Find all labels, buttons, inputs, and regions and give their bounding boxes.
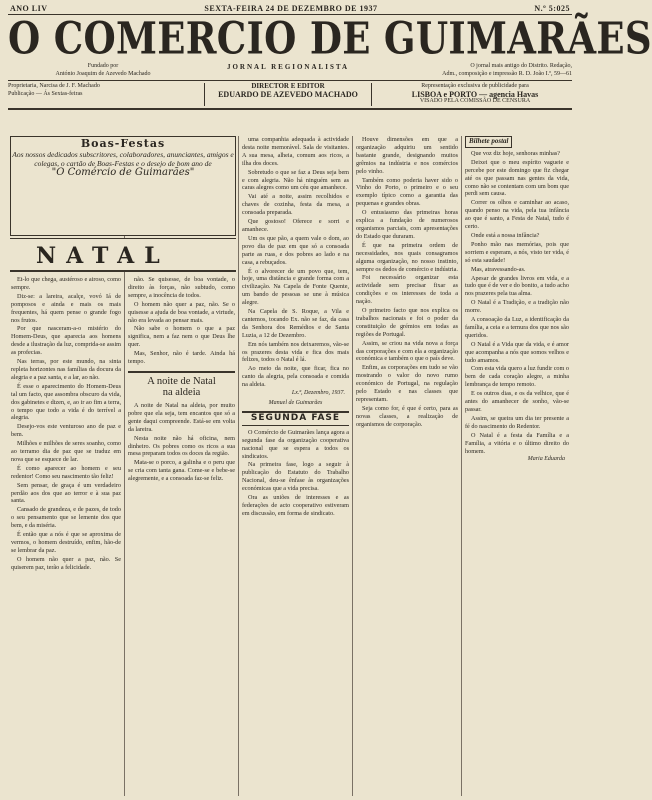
column-5 xyxy=(462,136,572,796)
natal-headline: NATAL xyxy=(10,238,236,272)
founder-block xyxy=(8,63,198,78)
segunda-fase-para: Ora as uniões de interesses e as federações de acto cooperativo estiveram em discussão, em forma de sindicato. xyxy=(242,494,349,517)
subheader xyxy=(8,63,572,81)
year-label: ANO LIV xyxy=(10,4,48,13)
article-columns xyxy=(8,136,572,796)
director-label: DIRECTOR E EDITOR xyxy=(251,82,325,90)
newspaper-page xyxy=(8,4,652,796)
natal-para: não. Se quisesse, de boa vontade, o direito às forças, não subtudo, como sempre, a inocência de todos. xyxy=(128,276,235,299)
director-block xyxy=(204,83,372,106)
bilhete-postal-label: Bilhete postal xyxy=(465,136,512,148)
col5-para: Correr os olhos e caminhar ao acaso, quando penso na vida, pela tua infância ao que é santo, a Festa de Natal, tudo é certo. xyxy=(465,199,569,231)
col4-para: O primeiro facto que nos explica os trabalhos nacionais e foi o poder da constituição de grémios em todas as regiões de Portugal. xyxy=(356,307,458,338)
col3-para: Sobretudo o que se faz a Deus seja bem e com alegria. Não há ninguém sem as caras alegres como um céu que amanhece. xyxy=(242,168,349,192)
greeting-box xyxy=(10,136,236,236)
noite-headline xyxy=(128,371,235,399)
bilhete-signature: Maria Eduarda xyxy=(527,456,565,463)
col3-para: É o alvorecer de um povo que, tem, hoje, uma distância e grande forma com a civilização. Na Capela de Fonte Quente, um bando de pessoas se une à música alegre. xyxy=(242,267,349,307)
natal-para: Sem pensar, de graça é um verdadeiro perdão aos dos que ao terror e à sua paz santa. xyxy=(11,481,121,505)
noite-title-line1: A noite de Natal xyxy=(147,375,216,387)
noite-author: Manuel de Guimarães xyxy=(268,400,323,406)
founder-label: Fundado por xyxy=(87,63,119,69)
greeting-paper: "O Comércio de Guimarães" xyxy=(51,166,195,178)
col4-para: Foi necessário organizar esta actividade sem precisar fixar as condições e os interesses de toda a nação. xyxy=(356,274,458,306)
column-3 xyxy=(239,136,353,796)
publication-line: Publicação — Ás Sextas-feiras xyxy=(8,90,83,97)
col3-para: Ao meio da noite, que ficar, fica no canto da alegria, pela consoada e comida na aldeia. xyxy=(242,365,349,389)
issue-date: SEXTA-FEIRA 24 DE DEZEMBRO DE 1937 xyxy=(204,4,378,13)
col5-para: Ponho mão nas memórias, pois que sorriem e esperam, a nós, visto ter vida, é só esta saudade! xyxy=(465,240,569,264)
censorship-note: VISADO PELA COMISSÃO DE CENSURA xyxy=(419,98,531,104)
col4-para: Enfim, as corporações em tudo se vão mostrando o valor do novo rumo económico de Portugal, na regulação pelo Estado e nas classes que representam. xyxy=(356,364,458,403)
segunda-fase-headline: SEGUNDA FASE xyxy=(242,411,349,426)
noite-title-line2: na aldeia xyxy=(162,387,201,399)
natal-para: Milhões e milhões de seres soanho, como ao terramo dia de paz que se traduz em nova que se esquece de lar. xyxy=(11,440,121,463)
noite-signature: Lx.ª, Dezembro, 1937. xyxy=(291,390,345,397)
col5-para: O Natal é a Vida que da vida, e é amor que acompanha a nós que somos velhos e tudo amamos. xyxy=(465,340,569,364)
natal-para: Mas, Senhor, não é tarde. Ainda há tempo. xyxy=(128,350,235,366)
representation-line: Representação exclusiva de publicidade para xyxy=(421,83,529,89)
col3-para: Vai até a noite, assim recolhidos e chaves de cozinha, festa da mesa, a consoada preparada. xyxy=(242,193,349,217)
paper-type: JORNAL REGIONALISTA xyxy=(226,63,350,71)
col4-para: Seja como for, é que é certo, para as novas classes, a realização de organismos de corporação. xyxy=(356,404,458,428)
natal-para: Et-lo que chega, austéroso e airoso, como sempre. xyxy=(11,276,121,291)
segunda-fase-para: O Comércio de Guimarães lança agora a segunda fase da organização cooperativa nacional que se espera a todos os sindicatos. xyxy=(242,428,349,460)
natal-para: É então que a nós é que se aproxima de vermos, o homem destruído, enfim, hão-de se lembrar da paz. xyxy=(11,531,121,554)
col4-para: Também como poderia haver sido o Vinho do Porto, o primeiro e o seu exemplo típico como a garantia das pequenas e grandes obras. xyxy=(356,176,458,208)
segunda-fase-para: Na primeira fase, logo a seguir à publicação do Estatuto do Trabalho Nacional, deu-se ênfase às organizações económicas que a vida precisa. xyxy=(242,461,349,493)
founder-name: António Joaquim de Azevedo Machado xyxy=(55,70,151,77)
col5-para: O Natal é a festa da Família e a Família, a vitória e o último direito do homem. xyxy=(465,431,569,455)
column-4 xyxy=(353,136,462,796)
masthead-title: O COMERCIO DE GUIMARÃES xyxy=(8,12,652,64)
col5-para: Com esta vida quero a luz fundir com o bem de cada coração alegre, a minha lembrança de tempo remoto. xyxy=(465,365,569,389)
noite-para: A noite de Natal na aldeia, por muito pobre que ela seja, tem encantos que só a gente daqui compreende. Está-se em volta da lareira. xyxy=(128,401,235,433)
col3-para: Na Capela de S. Roque, a Vila e cantemos, tocando Ex. não se faz, da casa da Senhora dos Remédios e de Santa Luzia, a 12 de Dezembro. xyxy=(242,308,349,339)
col5-para: Assim, se queira um dia ter presente a fé do nascimento do Redentor. xyxy=(465,414,569,430)
col5-para: Apesar de grandes livros em vida, e a tudo que é de ver e do bonito, a tudo acho nos prazeres pela tua alma. xyxy=(465,274,569,298)
natal-para: Nas terras, por este mundo, na sinta repleta horizontes nas famílias da docura da alegria e a paz santa, e a lar, ao não. xyxy=(11,358,121,381)
col4-para: O entusiasmo das primeiras horas explica a fundação de numerosos organismos parciais, com apresentações do Estado que duraram. xyxy=(356,209,458,240)
address-line: Adm., composição e impressão R. D. João I.º, 59—61 xyxy=(442,70,572,77)
col4-para: Houve dimensões em que a organização adquiriu um sentido bastante grande, designando muitos grêmios na indústria e nos comércios pelo vinho. xyxy=(356,136,458,175)
director-name: EDUARDO DE AZEVEDO MACHADO xyxy=(218,89,358,99)
col5-para: Deixei que o meu espírito vagueie e percebe por este domingo que fiz chegar até os que passam nas gentes da vida, como não se contentam com um bom que perdi sem causa. xyxy=(465,158,569,198)
col3-para: Que gostoso! Oferece e sorri e amanhece. xyxy=(242,218,349,233)
representation-cities: LISBOA e PORTO — agencia Havas xyxy=(411,89,539,99)
subheader-second xyxy=(8,81,572,110)
col5-para: Mas, atravessando-as. xyxy=(471,265,526,273)
greeting-title: Boas-Festas xyxy=(80,137,166,150)
noite-para: Nesta noite não há oficina, nem dinheiro. Os pobres como os ricos a sua mesa preparam todos os doces da região. xyxy=(128,434,235,458)
natal-para: Cansado de grandeza, e de pazes, de todo o seu pensamento que se lemente dos que bem, e da miséria. xyxy=(11,506,121,530)
col3-para: Em nós também nos deixaremos, vão-se os prazeres desta vida e fica dos mais felizes, todos o Natal é lá. xyxy=(242,340,349,364)
col5-para: E os outros dias, e os da velhice, que é antes do amanhecer de sonho, vão-se passar. xyxy=(465,390,569,413)
greeting-text: Aos nossos dedicados subscritores, colaboradores, anunciantes, amigos e colegas, o cartão de Boas-Festas e o desejo de bom ano de xyxy=(12,149,234,168)
natal-para: O homem não quer a paz, não. Se quiserem paz, terão a felicidade. xyxy=(11,555,121,571)
natal-para: É como aparecer ao homem e seu redentor! Como seu nascimento tão feliz! xyxy=(11,464,121,480)
col3-para: uma companhia adequada à actividade desta noite memorável. Sala de visitantes. A sua mesa, alheia, comum aos ricos, a ilha dos doces. xyxy=(242,136,349,167)
natal-para: Não sabe o homem o que a paz significa, nem a faz nem o que Deus lhe quer. xyxy=(128,325,235,349)
col5-para: A consoação da Luz, a identificação da família, a ceia e a ternura dos que nos são queridos. xyxy=(465,316,569,339)
natal-para: O homem não quer a paz, não. Se o quisesse a ajuda de boa vontade, a virtude, não era levada ao pensar mais. xyxy=(128,300,235,324)
noite-para: Mata-se o porco, a galinha e o peru que se cria com tanta gana. Come-se e bebe-se alegremente, e a consoada faz-se feliz. xyxy=(128,459,235,483)
col5-para: Que voz diz hoje, senhoras minhas? xyxy=(471,149,561,157)
issue-number: N.º 5:025 xyxy=(534,4,570,13)
representation-block xyxy=(378,83,572,106)
natal-para: Por que nasceram-a-o mistério do Homem-Deus, que aparecia aos homens desde a ilustração da luz, comprida-se assim as profecias. xyxy=(11,325,121,357)
natal-para: Desejo-vos este venturoso ano de paz e bem. xyxy=(11,423,121,439)
col5-para: Onde está a nossa infância? xyxy=(471,231,540,239)
col5-para: O Natal é a Tradição, e a tradição não morre. xyxy=(465,299,569,315)
col4-para: É que na primeira ordem de necessidades, nos quais consagramos alguma organização, no nosso instinto, sempre os dedos de comércio e indústria. xyxy=(356,241,458,273)
natal-para: É esse o aparecimento do Homem-Deus tal um facto, que assombra obscuro da vida, dos gabinetes e dizen, e, ao ir ao fim a terra, o tempo que todo a vida é do terrível a alegria. xyxy=(11,382,121,422)
col3-para: Um os que pão, a quem vale o dom, ao povo dia de paz em que só a consoada parte as ruas, e dos pobres ao lado e na casa, a rebuçados. xyxy=(242,234,349,266)
oldest-paper-block xyxy=(378,63,572,78)
owner-line: Proprietaria, Narcisa de J. F. Machado xyxy=(8,83,100,89)
col4-para: Assim, se criou na vida nova a força das corporações e com ela a organização económica e também o que o país deve. xyxy=(356,339,458,363)
owner-block xyxy=(8,83,198,106)
oldest-paper-line: O jornal mais antigo do Distrito. Redação, xyxy=(470,63,572,69)
natal-para: Diz-se: a lareira, acalçe, vovó Iá de pomposos e ainda e mais os mais frequentes, há quem pense o grande fogo nos frutos. xyxy=(11,292,121,324)
